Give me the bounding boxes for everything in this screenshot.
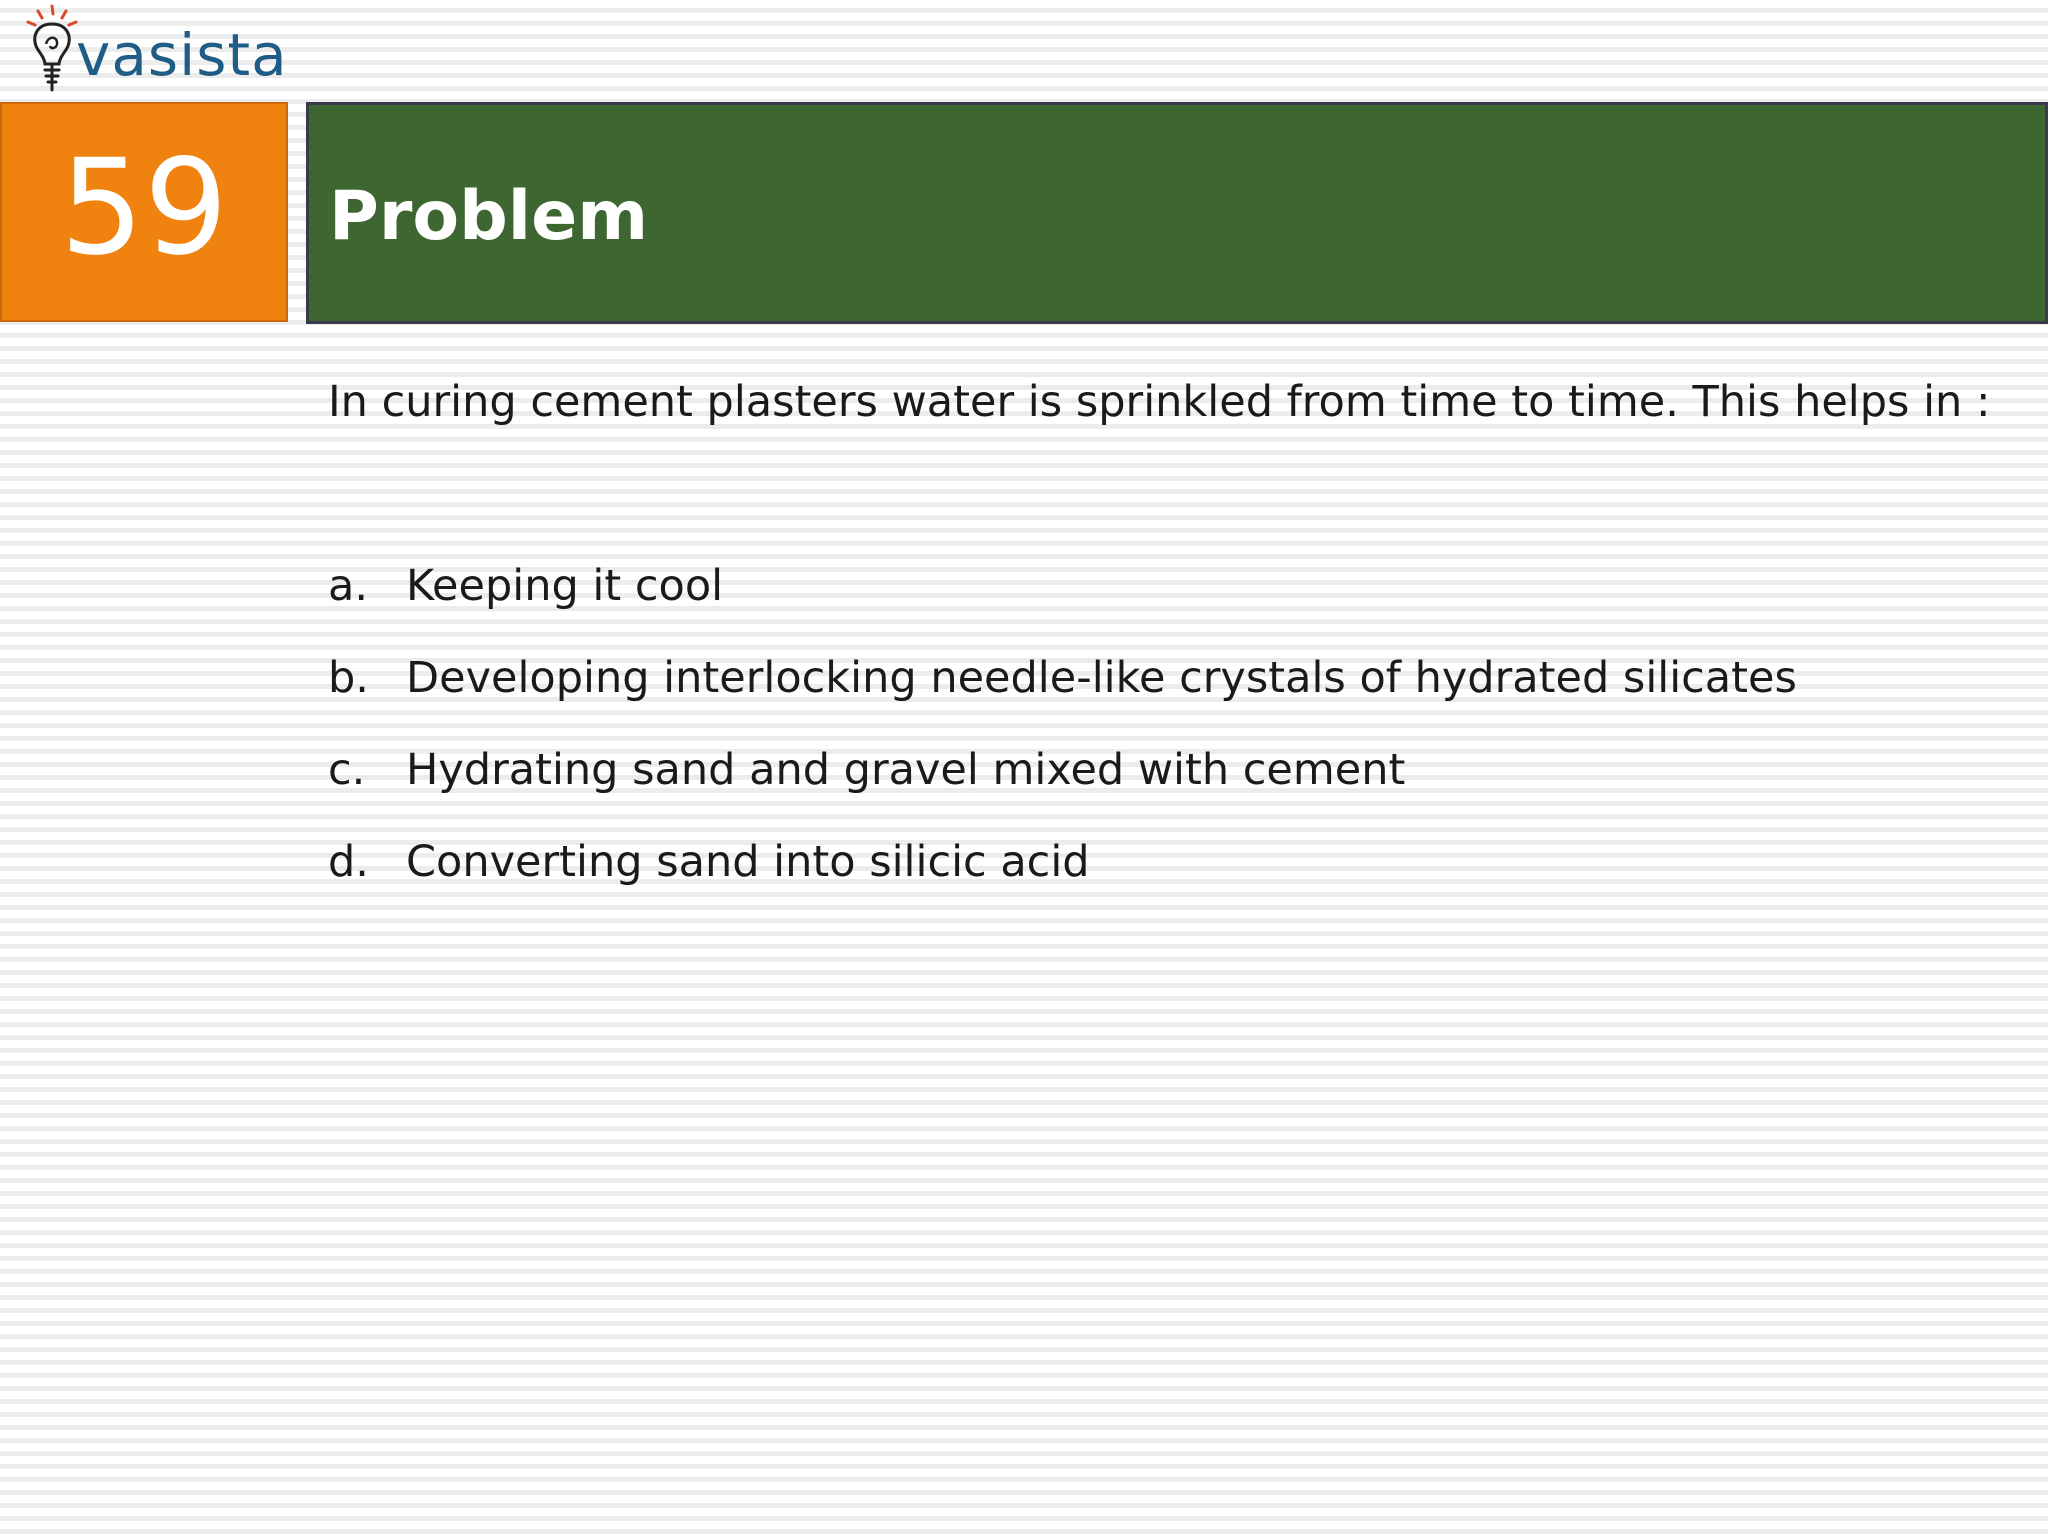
option-letter: d. bbox=[328, 837, 369, 887]
option-letter: c. bbox=[328, 745, 366, 795]
slide-number: 59 bbox=[60, 131, 228, 285]
option-text: Hydrating sand and gravel mixed with cement bbox=[406, 745, 1406, 795]
option-a bbox=[328, 556, 2028, 648]
option-text: Converting sand into silicic acid bbox=[406, 837, 1090, 887]
option-text: Keeping it cool bbox=[406, 561, 724, 611]
option-letter: a. bbox=[328, 561, 369, 611]
question-text: In curing cement plasters water is sprinkled from time to time. This helps in : bbox=[328, 377, 1991, 427]
slide-number-box bbox=[0, 102, 288, 322]
option-letter: b. bbox=[328, 653, 369, 703]
slide-title: Problem bbox=[329, 176, 649, 256]
brand-name: vasista bbox=[76, 21, 288, 89]
option-text: Developing interlocking needle-like crystals of hydrated silicates bbox=[406, 653, 1797, 703]
option-d bbox=[328, 832, 2028, 924]
options-list bbox=[328, 556, 2028, 924]
title-bar bbox=[306, 102, 2048, 324]
option-b bbox=[328, 648, 2028, 740]
logo bbox=[20, 2, 288, 98]
option-c bbox=[328, 740, 2028, 832]
